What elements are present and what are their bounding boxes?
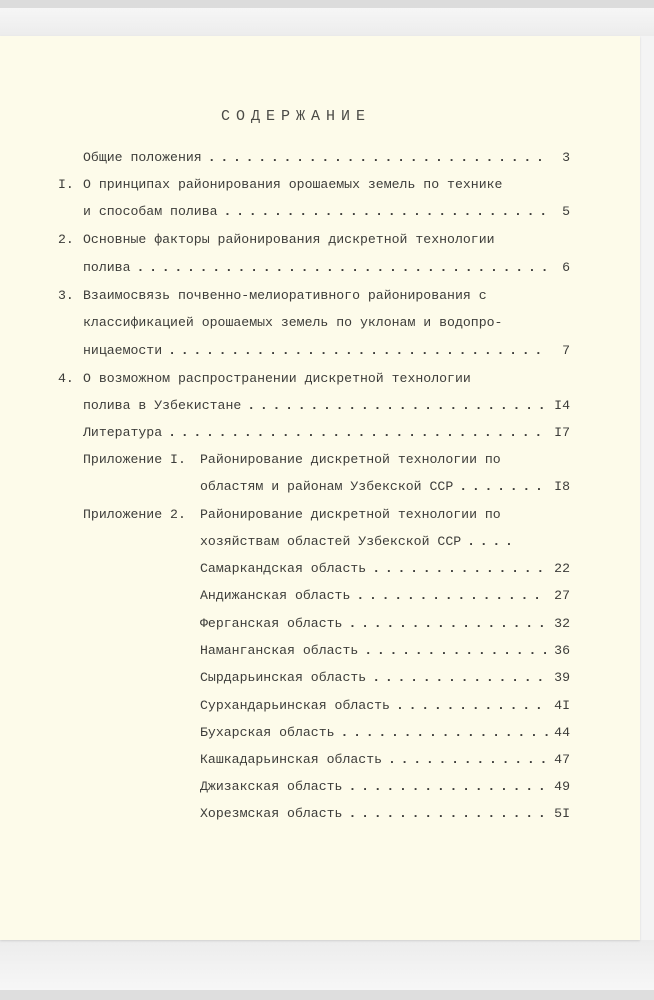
toc-region-row — [200, 779, 570, 794]
toc-page-number: 39 — [554, 670, 570, 685]
toc-entry-line: классификацией орошаемых земель по уклонам и водопро- — [83, 315, 503, 330]
scan-top-border — [0, 0, 654, 8]
leader-dots — [364, 643, 548, 658]
toc-entry-text: полива в Узбекистане — [83, 398, 242, 413]
scan-top-margin — [0, 8, 654, 36]
toc-page-number: 49 — [554, 779, 570, 794]
toc-page-number: 6 — [562, 260, 570, 275]
toc-page-number: I7 — [554, 425, 570, 440]
leader-dots — [356, 588, 548, 603]
toc-item-number: 3. — [58, 288, 74, 303]
scan-bottom-border — [0, 990, 654, 1000]
toc-entry-1 — [83, 204, 570, 219]
toc-entry-general — [83, 150, 570, 165]
region-name: Ферганская область — [200, 616, 343, 631]
toc-entry-text: полива — [83, 260, 131, 275]
toc-region-row — [200, 643, 570, 658]
toc-entry-text: Литература — [83, 425, 163, 440]
appendix-line: Районирование дискретной технологии по — [200, 452, 501, 467]
region-name: Андижанская область — [200, 588, 351, 603]
toc-page-number: 44 — [554, 725, 570, 740]
leader-dots — [372, 670, 548, 685]
toc-region-row — [200, 616, 570, 631]
toc-region-row — [200, 561, 570, 576]
toc-entry-2 — [83, 260, 570, 275]
toc-entry-literature — [83, 425, 570, 440]
toc-page-number: I4 — [554, 398, 570, 413]
toc-page-number: 47 — [554, 752, 570, 767]
leader-dots — [372, 561, 548, 576]
leader-dots — [467, 534, 518, 549]
leader-dots — [224, 204, 548, 219]
toc-page-number: 7 — [562, 343, 570, 358]
toc-page-number: 4I — [554, 698, 570, 713]
toc-entry-text: и способам полива — [83, 204, 218, 219]
region-name: Сурхандарьинская область — [200, 698, 390, 713]
leader-dots — [459, 479, 548, 494]
toc-entry-appendix-2 — [200, 534, 540, 549]
toc-page-number: 3 — [562, 150, 570, 165]
toc-page-number: I8 — [554, 479, 570, 494]
toc-entry-4 — [83, 398, 570, 413]
toc-page-number: 32 — [554, 616, 570, 631]
leader-dots — [136, 260, 548, 275]
appendix-label: Приложение 2. — [83, 507, 186, 522]
toc-entry-text: ницаемости — [83, 343, 163, 358]
toc-region-row — [200, 588, 570, 603]
toc-entry-line: Взаимосвязь почвенно-мелиоративного районирования с — [83, 288, 487, 303]
page-title: СОДЕРЖАНИЕ — [220, 108, 371, 125]
leader-dots — [168, 343, 548, 358]
leader-dots — [348, 806, 548, 821]
leader-dots — [396, 698, 548, 713]
leader-dots — [341, 725, 548, 740]
toc-region-row — [200, 806, 570, 821]
toc-entry-appendix-1 — [200, 479, 570, 494]
region-name: Бухарская область — [200, 725, 335, 740]
toc-item-number: I. — [58, 177, 74, 192]
toc-page-number: 27 — [554, 588, 570, 603]
appendix-label: Приложение I. — [83, 452, 186, 467]
region-name: Наманганская область — [200, 643, 359, 658]
leader-dots — [348, 616, 548, 631]
document-page — [0, 36, 640, 940]
leader-dots — [348, 779, 548, 794]
toc-page-number: 36 — [554, 643, 570, 658]
region-name: Самаркандская область — [200, 561, 367, 576]
toc-page-number: 5I — [554, 806, 570, 821]
toc-region-row — [200, 725, 570, 740]
leader-dots — [247, 398, 548, 413]
scan-right-margin — [640, 36, 654, 990]
toc-region-row — [200, 752, 570, 767]
toc-region-row — [200, 670, 570, 685]
toc-entry-text: хозяйствам областей Узбекской ССР — [200, 534, 462, 549]
appendix-line: Районирование дискретной технологии по — [200, 507, 501, 522]
toc-item-number: 2. — [58, 232, 74, 247]
leader-dots — [388, 752, 548, 767]
region-name: Кашкадарьинская область — [200, 752, 383, 767]
toc-page-number: 5 — [562, 204, 570, 219]
region-name: Джизакская область — [200, 779, 343, 794]
toc-entry-line: Основные факторы районирования дискретной технологии — [83, 232, 495, 247]
leader-dots — [168, 425, 548, 440]
scan-bottom-margin — [0, 940, 654, 990]
toc-entry-text: Общие положения — [83, 150, 202, 165]
toc-region-row — [200, 698, 570, 713]
leader-dots — [208, 150, 548, 165]
toc-entry-text: областям и районам Узбекской ССР — [200, 479, 454, 494]
toc-item-number: 4. — [58, 371, 74, 386]
toc-entry-line: О возможном распространении дискретной технологии — [83, 371, 471, 386]
toc-page-number: 22 — [554, 561, 570, 576]
region-name: Хорезмская область — [200, 806, 343, 821]
toc-entry-3 — [83, 343, 570, 358]
toc-entry-line: О принципах районирования орошаемых земель по технике — [83, 177, 503, 192]
region-name: Сырдарьинская область — [200, 670, 367, 685]
